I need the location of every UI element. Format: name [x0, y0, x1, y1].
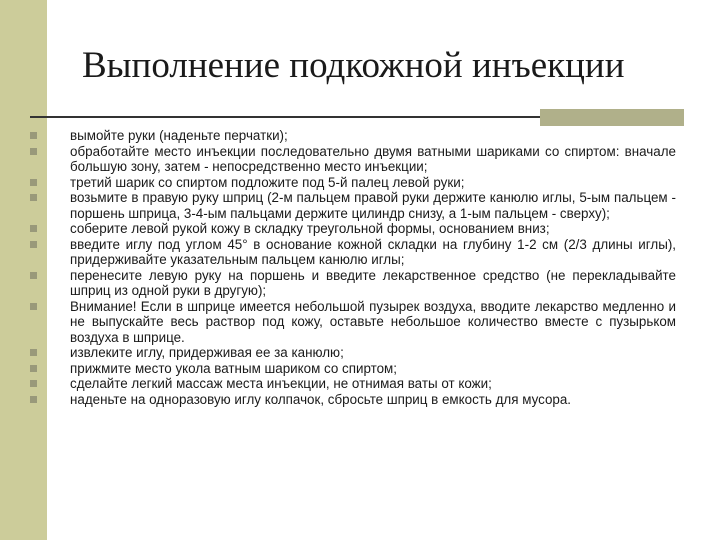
list-item	[30, 221, 676, 237]
list-item	[30, 144, 676, 175]
list-item	[30, 268, 676, 299]
list-item	[30, 376, 676, 392]
list-item-text: наденьте на одноразовую иглу колпачок, сбросьте шприц в емкость для мусора.	[70, 391, 572, 407]
bullet-square-icon	[30, 380, 37, 387]
list-item	[30, 190, 676, 221]
list-item	[30, 345, 676, 361]
instruction-list	[30, 128, 676, 407]
list-item-text: обработайте место инъекции последовательно двумя ватными шариками со спиртом: вначале большую зону, затем - непосредственно место инъекции;	[70, 143, 676, 174]
bullet-square-icon	[30, 303, 37, 310]
bullet-square-icon	[30, 272, 37, 279]
list-item	[30, 175, 676, 191]
list-item-text: третий шарик со спиртом подложите под 5-й палец левой руки;	[70, 174, 465, 190]
bullet-square-icon	[30, 194, 37, 201]
list-item-text: соберите левой рукой кожу в складку треугольной формы, основанием вниз;	[70, 221, 550, 236]
bullet-square-icon	[30, 132, 37, 139]
list-item-text: сделайте легкий массаж места инъекции, не отнимая ваты от кожи;	[70, 376, 492, 391]
list-item-text: вымойте руки (наденьте перчатки);	[70, 128, 288, 143]
bullet-square-icon	[30, 349, 37, 356]
list-item	[30, 392, 676, 408]
list-item-text: прижмите место укола ватным шариком со спиртом;	[70, 360, 397, 376]
list-item	[30, 299, 676, 346]
bullet-square-icon	[30, 241, 37, 248]
list-item-text: извлеките иглу, придерживая ее за канюлю;	[70, 345, 344, 360]
list-item-text: введите иглу под углом 45° в основание кожной складки на глубину 1-2 см (2/3 длины иглы), придерживайте указательным пальцем канюлю иглы;	[70, 236, 676, 267]
divider-accent-block	[540, 109, 684, 126]
bullet-square-icon	[30, 179, 37, 186]
list-item-text: перенесите левую руку на поршень и введите лекарственное средство (не перекладывайте шприц из одной руки в другую);	[70, 267, 676, 298]
bullet-square-icon	[30, 225, 37, 232]
list-item	[30, 237, 676, 268]
list-item-text: Внимание! Если в шприце имеется небольшой пузырек воздуха, вводите лекарство медленно и не выпускайте весь раствор под кожу, оставьте небольшое количество вместе с пузырьком воздуха в шприце.	[70, 298, 676, 345]
list-item	[30, 128, 676, 144]
bullet-square-icon	[30, 396, 37, 403]
list-item	[30, 361, 676, 377]
list-item-text: возьмите в правую руку шприц (2-м пальцем правой руки держите канюлю иглы, 5-ым пальцем - поршень шприца, 3-4-ым пальцами держите цилиндр снизу, а 1-ым пальцем - сверху);	[70, 190, 676, 221]
bullet-square-icon	[30, 365, 37, 372]
bullet-square-icon	[30, 148, 37, 155]
slide-title: Выполнение подкожной инъекции	[82, 45, 625, 86]
